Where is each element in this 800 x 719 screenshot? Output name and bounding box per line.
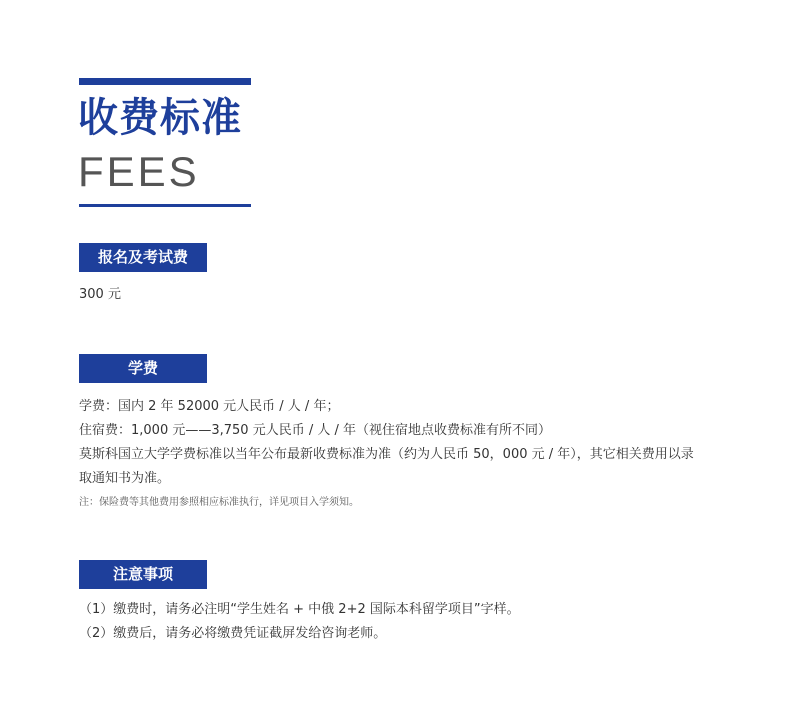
notice-item-2: （2）缴费后，请务必将缴费凭证截屏发给咨询老师。 (79, 626, 387, 641)
tuition-line-2: 住宿费：1,000 元——3,750 元人民币 / 人 / 年（视住宿地点收费标准有所不同） (79, 423, 551, 438)
page-title: 收费标准 (78, 95, 242, 141)
section-label-registration: 报名及考试费 (79, 243, 207, 272)
tuition-note: 注：保险费等其他费用参照相应标准执行，详见项目入学须知。 (79, 497, 359, 508)
title-bottom-rule (79, 204, 251, 207)
section-label-notice: 注意事项 (79, 560, 207, 589)
registration-fee: 300 元 (79, 287, 121, 302)
notice-item-1: （1）缴费时，请务必注明“学生姓名 + 中俄 2+2 国际本科留学项目”字样。 (79, 602, 520, 617)
page-subtitle: FEES (78, 148, 200, 195)
tuition-line-1: 学费：国内 2 年 52000 元人民币 / 人 / 年； (79, 399, 340, 414)
tuition-line-4: 取通知书为准。 (79, 471, 171, 486)
title-top-rule (79, 78, 251, 85)
section-label-tuition: 学费 (79, 354, 207, 383)
tuition-line-3: 莫斯科国立大学学费标准以当年公布最新收费标准为准（约为人民币 50，000 元 / 年），其它相关费用以录 (79, 447, 694, 462)
